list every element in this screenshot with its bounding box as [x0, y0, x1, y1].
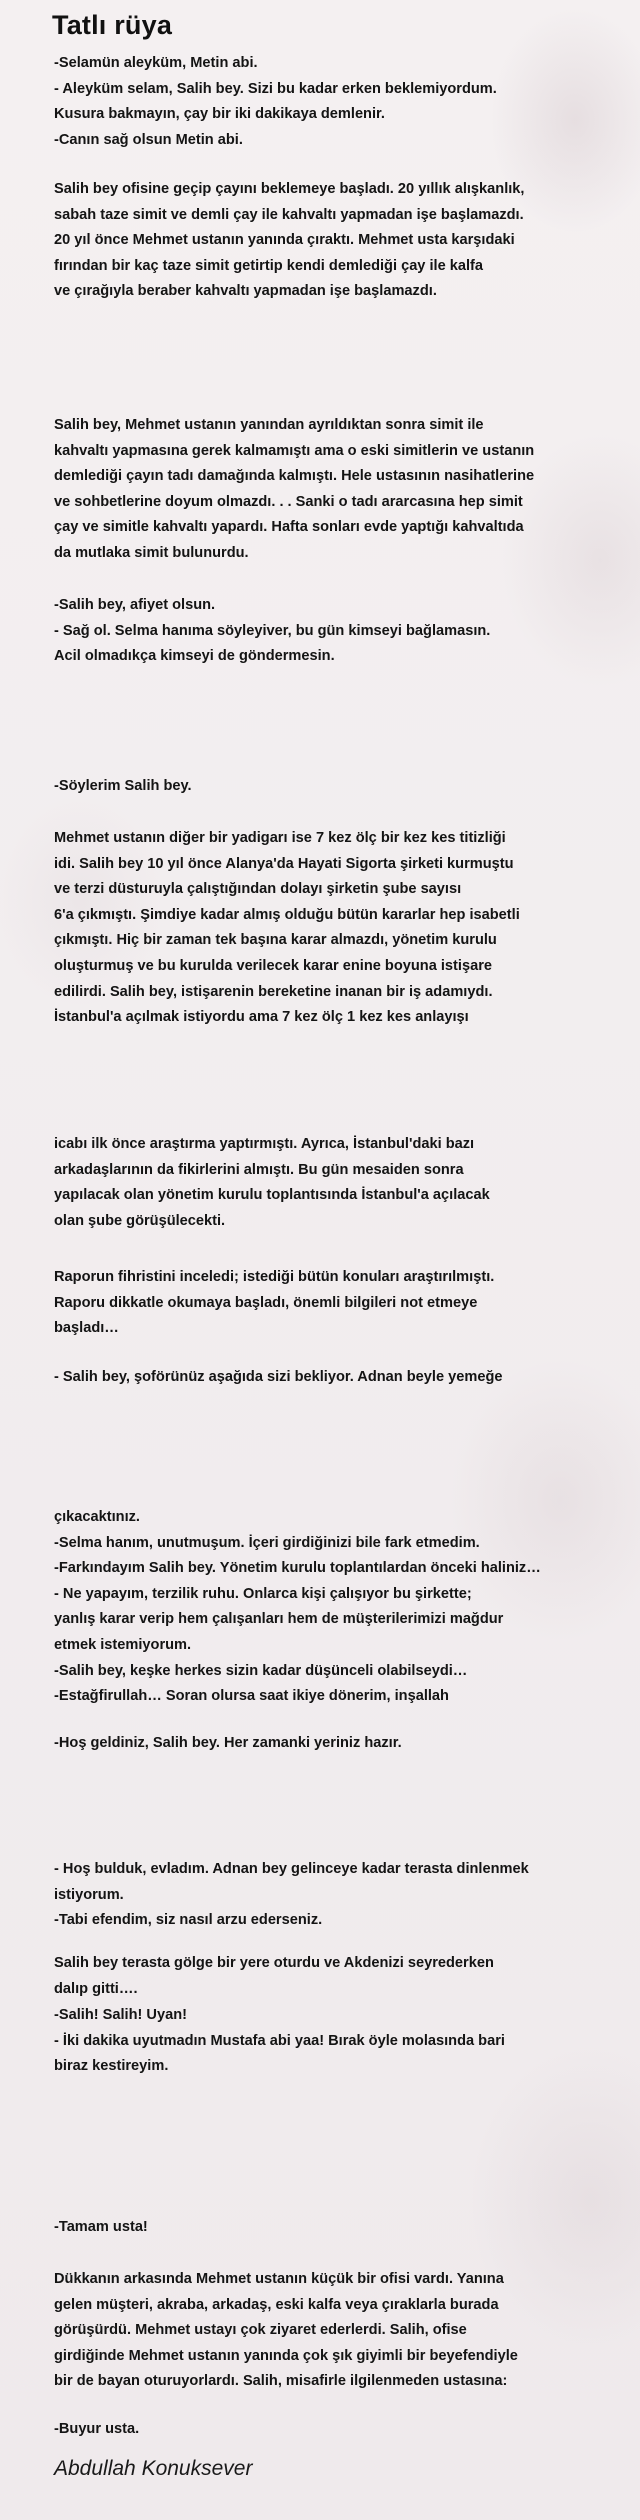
text-line: Acil olmadıkça kimseyi de göndermesin. [54, 648, 335, 665]
text-line: demlediği çayın tadı damağında kalmıştı. Hele ustasının nasihatlerine [54, 468, 535, 485]
text-line: olan şube görüşülecekti. [54, 1212, 226, 1229]
paragraph [54, 2417, 614, 2443]
text-line: oluşturmuş ve bu kurulda verilecek karar enine boyuna istişare [54, 957, 492, 974]
paragraph [54, 2003, 614, 2080]
paragraph [54, 1365, 614, 1391]
text-line: 6'a çıkmıştı. Şimdiye kadar almış olduğu bütün kararlar hep isabetli [54, 906, 520, 923]
paragraph [54, 593, 614, 670]
text-line: İstanbul'a açılmak istiyordu ama 7 kez ölç 1 kez kes anlayışı [54, 1009, 469, 1026]
text-line: -Selma hanım, unutmuşum. İçeri girdiğinizi bile fark etmedim. [54, 1534, 480, 1551]
text-line: çıkacaktınız. [54, 1509, 140, 1525]
text-line: -Buyur usta. [54, 2421, 140, 2437]
text-line: -Canın sağ olsun Metin abi. [54, 131, 243, 148]
text-line: bir de bayan oturuyorlardı. Salih, misafirle ilgilenmeden ustasına: [54, 2373, 508, 2390]
paragraph [54, 1505, 614, 1710]
text-line: yapılacak olan yönetim kurulu toplantısında İstanbul'a açılacak [54, 1187, 490, 1204]
paragraph [54, 177, 614, 305]
paragraph [54, 1857, 614, 1934]
text-line: - İki dakika uyutmadın Mustafa abi yaa! Bırak öyle molasında bari [54, 2032, 505, 2049]
paragraph [54, 1132, 614, 1234]
text-line: kahvaltı yapmasına gerek kalmamıştı ama o eski simitlerin ve ustanın [54, 442, 535, 459]
text-line: dalıp gitti…. [54, 1980, 138, 1997]
text-line: istiyorum. [54, 1886, 124, 1903]
text-line: -Salih bey, afiyet olsun. [54, 597, 216, 613]
text-line: fırından bir kaç taze simit getirtip kendi demlediği çay ile kalfa [54, 257, 484, 274]
text-line: Salih bey terasta gölge bir yere oturdu ve Akdenizi seyrederken [54, 1955, 494, 1971]
text-line: -Selamün aleyküm, Metin abi. [54, 55, 258, 71]
text-line: çay ve simitle kahvaltı yapardı. Hafta sonları evde yaptığı kahvaltıda [54, 519, 524, 536]
paragraph [54, 51, 614, 153]
text-line: - Aleyküm selam, Salih bey. Sizi bu kadar erken beklemiyordum. [54, 80, 497, 97]
text-line: yanlış karar verip hem çalışanları hem de müşterilerimizi mağdur [54, 1611, 504, 1628]
text-line: çıkmıştı. Hiç bir zaman tek başına karar almazdı, yönetim kurulu [54, 932, 497, 949]
text-line: edilirdi. Salih bey, istişarenin bereketine inanan bir iş adamıydı. [54, 983, 493, 1000]
text-line: - Hoş bulduk, evladım. Adnan bey gelinceye kadar terasta dinlenmek [54, 1861, 529, 1877]
text-line: -Tabi efendim, siz nasıl arzu ederseniz. [54, 1912, 323, 1929]
paragraph [54, 1265, 614, 1342]
text-line: Dükkanın arkasında Mehmet ustanın küçük bir ofisi vardı. Yanına [54, 2271, 504, 2287]
paragraph [54, 826, 614, 1031]
text-line: Salih bey ofisine geçip çayını beklemeye başladı. 20 yıllık alışkanlık, [54, 181, 525, 197]
paragraph [54, 774, 614, 800]
text-line: Kusura bakmayın, çay bir iki dakikaya demlenir. [54, 106, 385, 123]
text-line: Raporun fihristini inceledi; istediği bütün konuları araştırılmıştı. [54, 1269, 495, 1285]
paragraph [54, 1951, 614, 2002]
text-line: - Ne yapayım, terzilik ruhu. Onlarca kişi çalışıyor bu şirkette; [54, 1585, 472, 1602]
text-line: etmek istemiyorum. [54, 1636, 192, 1653]
text-line: icabı ilk önce araştırma yaptırmıştı. Ayrıca, İstanbul'daki bazı [54, 1136, 475, 1152]
text-line: -Estağfirullah… Soran olursa saat ikiye dönerim, inşallah [54, 1688, 449, 1705]
text-line: 20 yıl önce Mehmet ustanın yanında çıraktı. Mehmet usta karşıdaki [54, 232, 515, 249]
text-line: -Farkındayım Salih bey. Yönetim kurulu toplantılardan önceki haliniz… [54, 1560, 541, 1577]
text-line: ve terzi düsturuyla çalıştığından dolayı şirketin şube sayısı [54, 881, 462, 898]
paragraph [54, 2215, 614, 2241]
text-line: biraz kestireyim. [54, 2058, 169, 2075]
text-line: da mutlaka simit bulunurdu. [54, 544, 249, 561]
text-line: arkadaşlarının da fikirlerini almıştı. Bu gün mesaiden sonra [54, 1161, 464, 1178]
text-line: - Sağ ol. Selma hanıma söyleyiver, bu gün kimseyi bağlamasın. [54, 622, 491, 639]
author-signature: Abdullah Konuksever [54, 2457, 253, 2480]
text-line: -Salih bey, keşke herkes sizin kadar düşünceli olabilseydi… [54, 1662, 468, 1679]
text-line: -Hoş geldiniz, Salih bey. Her zamanki yeriniz hazır. [54, 1735, 402, 1751]
text-line: başladı… [54, 1320, 119, 1337]
text-line: - Salih bey, şoförünüz aşağıda sizi bekliyor. Adnan beyle yemeğe [54, 1369, 503, 1385]
paragraph [54, 1731, 614, 1757]
text-line: idi. Salih bey 10 yıl önce Alanya'da Hayati Sigorta şirketi kurmuştu [54, 855, 514, 872]
text-line: Mehmet ustanın diğer bir yadigarı ise 7 kez ölç bir kez kes titizliği [54, 830, 506, 846]
paragraph [54, 2267, 614, 2395]
text-line: ve sohbetlerine doyum olmazdı. . . Sanki o tadı ararcasına hep simit [54, 493, 523, 510]
text-line: gelen müşteri, akraba, arkadaş, eski kalfa veya çıraklarla burada [54, 2296, 499, 2313]
text-line: -Tamam usta! [54, 2219, 148, 2235]
page-title: Tatlı rüya [52, 10, 173, 40]
paragraph [54, 413, 614, 567]
text-line: sabah taze simit ve demli çay ile kahvaltı yapmadan işe başlamazdı. [54, 206, 524, 223]
text-line: ve çırağıyla beraber kahvaltı yapmadan işe başlamazdı. [54, 283, 437, 300]
text-line: girdiğinde Mehmet ustanın yanında çok şık giyimli bir beyefendiyle [54, 2347, 518, 2364]
text-line: -Salih! Salih! Uyan! [54, 2007, 187, 2023]
text-line: Salih bey, Mehmet ustanın yanından ayrıldıktan sonra simit ile [54, 417, 484, 433]
text-line: Raporu dikkatle okumaya başladı, önemli bilgileri not etmeye [54, 1294, 478, 1311]
text-line: görüşürdü. Mehmet ustayı çok ziyaret ederlerdi. Salih, ofise [54, 2322, 467, 2339]
text-line: -Söylerim Salih bey. [54, 778, 192, 794]
